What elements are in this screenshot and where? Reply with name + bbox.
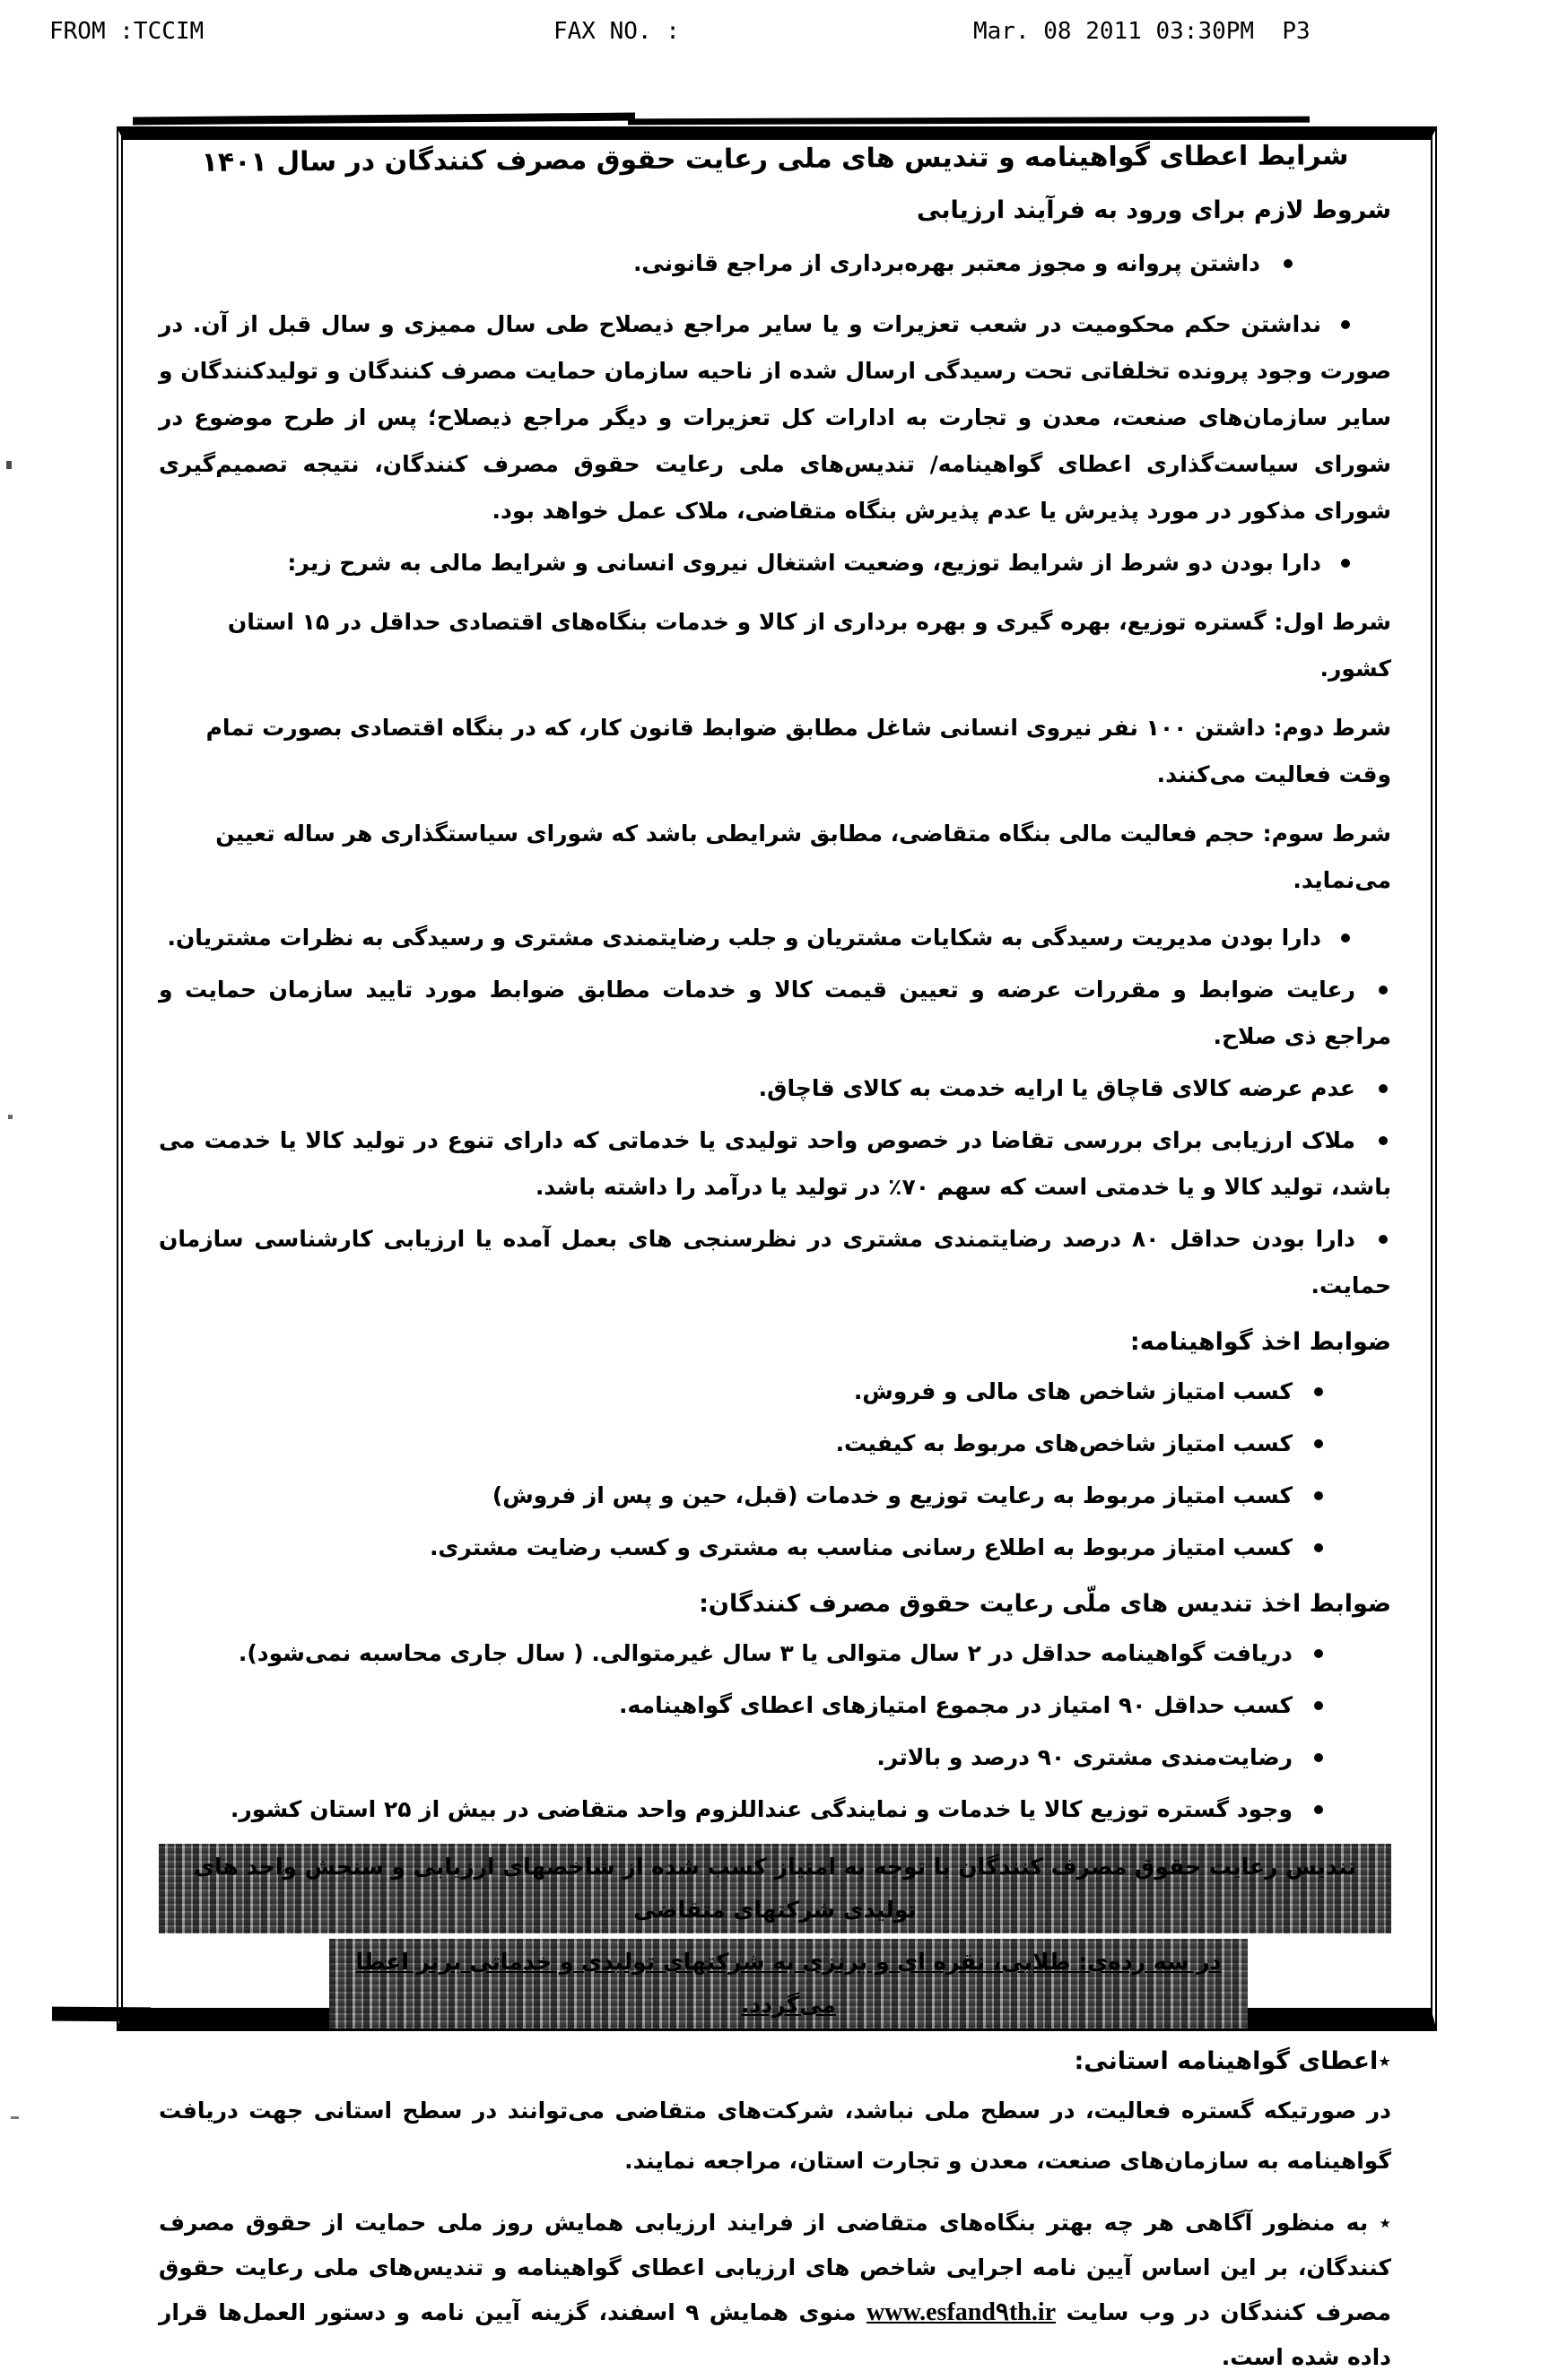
condition-line-1 bbox=[159, 599, 1391, 692]
list-item bbox=[159, 1682, 1391, 1729]
list-item-text: کسب حداقل ۹۰ امتیاز در مجموع امتیازهای اعطای گواهینامه. bbox=[618, 1692, 1293, 1718]
list-item bbox=[159, 1368, 1391, 1415]
list-item bbox=[159, 1216, 1391, 1309]
list-item-text: رعایت ضوابط و مقررات عرضه و تعیین قیمت کالا و خدمات مطابق ضوابط مورد تایید سازمان حمایت و مراجع ذی صلاح. bbox=[159, 977, 1391, 1049]
bullet-icon bbox=[1284, 259, 1293, 268]
list-item bbox=[159, 540, 1391, 586]
list-item bbox=[159, 240, 1391, 287]
bullet-icon bbox=[1314, 1753, 1323, 1762]
list-item-text: نداشتن حکم محکومیت در شعب تعزیرات و یا سایر مراجع ذیصلاح طی سال ممیزی و سال قبل از آن. در صورت وجود پرونده تخلفاتی تحت رسیدگی ارسال شده از ناحیه سازمان حمایت مصرف کنندگان و تولیدکنندگان و سایر سازمان‌های صنعت، معدن و تجارت به ادارات کل تعزیرات و دیگر مراجع ذیصلاح؛ پس از طرح موضوع در شورای سیاست‌گذاری اعطای گواهینامه/ تندیس‌های ملی رعایت حقوق مصرف کنندگان، نتیجه تصمیم‌گیری شورای مذکور در مورد پذیرش یا عدم پذیرش بنگاه متقاضی، ملاک عمل خواهد بود. bbox=[159, 311, 1391, 524]
footnote-text-after-url: منوی همایش ۹ اسفند، گزینه آیین نامه و دستور العمل‌ها قرار داده شده است. bbox=[159, 2299, 1391, 2370]
bullet-icon bbox=[1314, 1439, 1323, 1448]
fax-number-label: FAX NO. : bbox=[553, 18, 680, 45]
bullet-icon bbox=[1379, 1136, 1388, 1145]
scan-artifact bbox=[11, 2116, 19, 2119]
condition-text: گستره توزیع، بهره گیری و بهره برداری از کالا و خدمات بنگاه‌های اقتصادی حداقل در ۱۵ استان کشور. bbox=[227, 609, 1391, 682]
list-item bbox=[159, 1065, 1391, 1112]
condition-line-3 bbox=[159, 811, 1391, 904]
bullet-icon bbox=[1341, 320, 1350, 329]
list-item-text: داشتن پروانه و مجوز معتبر بهره‌برداری از مراجع قانونی. bbox=[632, 250, 1260, 276]
bullet-icon bbox=[1314, 1387, 1323, 1396]
list-item-text: کسب امتیاز مربوط به رعایت توزیع و خدمات (قبل، حین و پس از فروش) bbox=[492, 1482, 1293, 1508]
entry-requirements-list bbox=[159, 240, 1391, 586]
list-item bbox=[159, 301, 1391, 534]
certificate-rules-list bbox=[159, 1368, 1391, 1571]
bullet-icon bbox=[1341, 934, 1350, 942]
condition-label: شرط سوم: bbox=[1262, 821, 1391, 847]
document-frame bbox=[117, 126, 1437, 2370]
list-item-text: دارا بودن حداقل ۸۰ درصد رضایتمندی مشتری در نظرسنجی های بعمل آمده یا ارزیابی کارشناسی سازمان حمایت. bbox=[159, 1226, 1391, 1299]
provincial-certificate-text: در صورتیکه گستره فعالیت، در سطح ملی نباشد، شرکت‌های متقاضی می‌توانند در سطح استانی جهت دریافت گواهینامه به سازمان‌های صنعت، معدن و تجارت استان، مراجعه نمایند. bbox=[159, 2098, 1391, 2174]
condition-text: داشتن ۱۰۰ نفر نیروی انسانی شاغل مطابق ضوابط قانون کار، که در بنگاه اقتصادی بصورت تمام وقت فعالیت می‌کنند. bbox=[205, 715, 1391, 787]
highlighted-line-2: در سه رده‌ی: طلایی، نقره ای و برنزی به شرکتهای تولیدی و خدماتی برتر اعطا می‌گردد. bbox=[329, 1939, 1248, 2028]
statuette-rules-list bbox=[159, 1630, 1391, 1833]
website-url: www.esfand۹th.ir bbox=[866, 2298, 1057, 2326]
bullet-icon bbox=[1379, 1084, 1388, 1093]
condition-text: حجم فعالیت مالی بنگاه متقاضی، مطابق شرایطی باشد که شورای سیاستگذاری هر ساله تعیین می‌نماید. bbox=[215, 821, 1391, 893]
list-item-text: دارا بودن مدیریت رسیدگی به شکایات مشتریان و جلب رضایتمندی مشتری و رسیدگی به نظرات مشتریان. bbox=[167, 925, 1321, 951]
list-item bbox=[159, 1472, 1391, 1519]
section-heading-statuette-rules: ضوابط اخذ تندیس های ملّی رعایت حقوق مصرف کنندگان: bbox=[699, 1590, 1391, 1618]
condition-line-2 bbox=[159, 705, 1391, 798]
scan-artifact bbox=[8, 1115, 13, 1119]
bullet-icon bbox=[1314, 1805, 1323, 1814]
list-item bbox=[159, 1786, 1391, 1833]
list-item bbox=[159, 1734, 1391, 1781]
section-heading-certificate-rules: ضوابط اخذ گواهینامه: bbox=[1129, 1328, 1391, 1356]
list-item-text: کسب امتیاز مربوط به اطلاع رسانی مناسب به مشتری و کسب رضایت مشتری. bbox=[429, 1534, 1293, 1560]
list-item bbox=[159, 1420, 1391, 1467]
highlighted-line-1: تندیس رعایت حقوق مصرف کنندگان با توجه به امتیاز کسب شده از شاخصهای ارزیابی و سنجش واحد های تولیدی شرکتهای متقاضی bbox=[159, 1844, 1391, 1933]
list-item bbox=[159, 1630, 1391, 1677]
list-item bbox=[159, 1524, 1391, 1571]
list-item bbox=[159, 915, 1391, 961]
scan-artifact bbox=[628, 117, 1310, 126]
document-title: شرایط اعطای گواهینامه و تندیس های ملی رعایت حقوق مصرف کنندگان در سال ۱۴۰۱ bbox=[201, 140, 1349, 178]
bullet-icon bbox=[1314, 1649, 1323, 1658]
list-item-text: رضایت‌مندی مشتری ۹۰ درصد و بالاتر. bbox=[876, 1744, 1293, 1770]
section-heading-entry-requirements: شروط لازم برای ورود به فرآیند ارزیابی bbox=[917, 196, 1391, 224]
list-item-text: کسب امتیاز شاخص های مالی و فروش. bbox=[853, 1378, 1293, 1404]
list-item-text: دریافت گواهینامه حداقل در ۲ سال متوالی یا ۳ سال غیرمتوالی. ( سال جاری محاسبه نمی‌شود). bbox=[238, 1640, 1293, 1666]
list-item-text: دارا بودن دو شرط از شرایط توزیع، وضعیت اشتغال نیروی انسانی و شرایط مالی به شرح زیر: bbox=[287, 550, 1321, 576]
entry-requirements-list-2 bbox=[159, 915, 1391, 1309]
bullet-icon bbox=[1314, 1491, 1323, 1500]
list-item-text: کسب امتیاز شاخص‌های مربوط به کیفیت. bbox=[835, 1430, 1293, 1456]
list-item-text: وجود گستره توزیع کالا یا خدمات و نمایندگی عنداللزوم واحد متقاضی در بیش از ۲۵ استان کشور. bbox=[230, 1796, 1293, 1822]
list-item-text: عدم عرضه کالای قاچاق یا ارایه خدمت به کالای قاچاق. bbox=[758, 1075, 1355, 1101]
list-item bbox=[159, 1117, 1391, 1211]
fax-header bbox=[0, 18, 1550, 54]
list-item-text: ملاک ارزیابی برای بررسی تقاضا در خصوص واحد تولیدی یا خدماتی که دارای تنوع در تولید کالا یا خدمت می باشد، تولید کالا و یا خدمتی است که سهم ۷۰٪ در تولید یا درآمد را داشته باشد. bbox=[159, 1127, 1391, 1200]
fax-sender: FROM :TCCIM bbox=[49, 18, 205, 45]
footnote-text-before-url: ٭ به منظور آگاهی هر چه بهتر بنگاه‌های متقاضی از فرایند ارزیابی همایش روز ملی حمایت از حقوق مصرف کنندگان، بر این اساس آیین نامه اجرایی شاخص های ارزیابی اعطای گواهینامه و تندیس‌های ملی رعایت حقوق مصرف کنندگان در وب سایت bbox=[159, 2210, 1391, 2325]
section-heading-provincial-certificate: ٭اعطای گواهینامه استانی: bbox=[1074, 2047, 1391, 2075]
bullet-icon bbox=[1379, 986, 1388, 995]
bullet-icon bbox=[1314, 1701, 1323, 1710]
bullet-icon bbox=[1314, 1543, 1323, 1552]
list-item bbox=[159, 967, 1391, 1060]
scan-artifact bbox=[6, 461, 12, 469]
fax-datetime-page: Mar. 08 2011 03:30PM P3 bbox=[973, 18, 1311, 45]
condition-label: شرط دوم: bbox=[1273, 715, 1391, 741]
bullet-icon bbox=[1379, 1235, 1388, 1244]
footnote-paragraph bbox=[159, 2201, 1391, 2380]
scan-artifact bbox=[133, 113, 635, 126]
bullet-icon bbox=[1341, 559, 1350, 568]
condition-label: شرط اول: bbox=[1274, 609, 1391, 635]
